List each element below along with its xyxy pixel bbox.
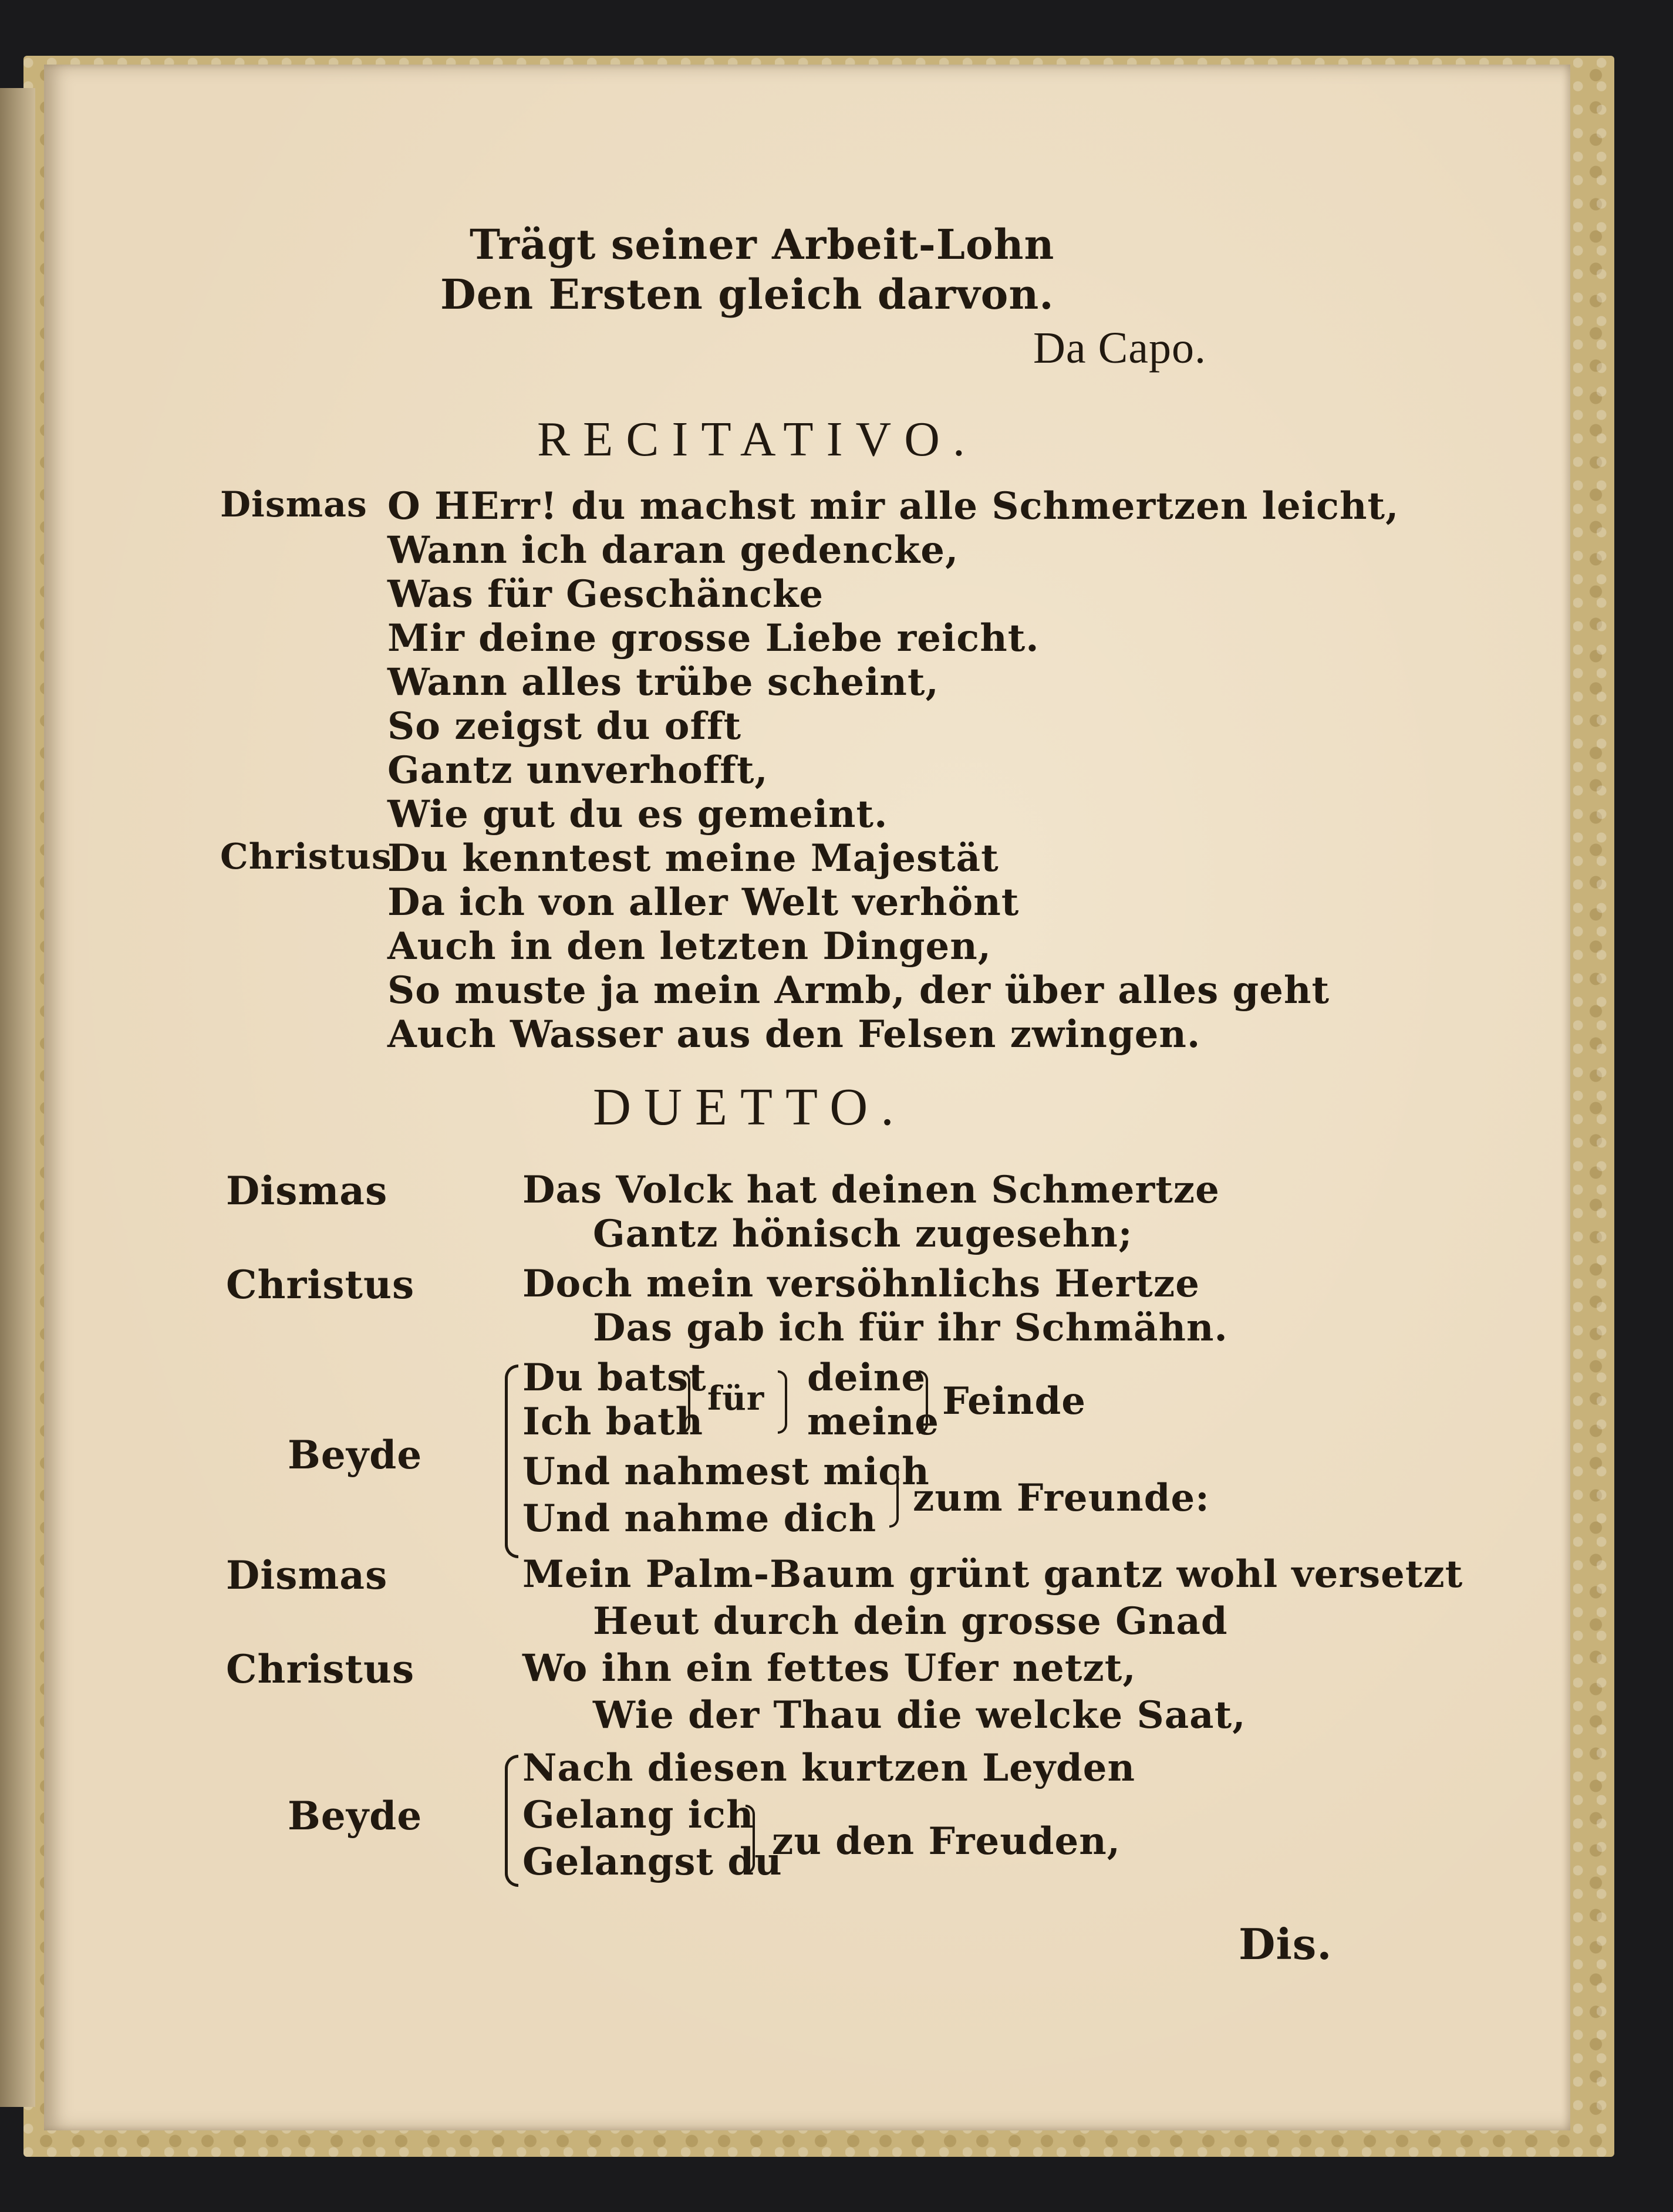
verse-line: Ich bath xyxy=(522,1400,704,1444)
verse-line: Wo ihn ein fettes Ufer netzt, xyxy=(522,1646,1136,1690)
verse-line: Nach diesen kurtzen Leyden xyxy=(522,1746,1136,1790)
verse-word: Feinde xyxy=(942,1379,1086,1423)
verse-word: deine xyxy=(807,1356,926,1400)
bracket xyxy=(746,1805,755,1874)
verse-line: Das gab ich für ihr Schmähn. xyxy=(593,1306,1228,1350)
verse-line: Gantz hönisch zugesehn; xyxy=(593,1212,1133,1256)
verse-line: Wie gut du es gemeint. xyxy=(387,792,888,836)
verse-line: Heut durch dein grosse Gnad xyxy=(593,1599,1228,1643)
verse-line: Was für Geschäncke xyxy=(387,572,824,616)
verse-word: für xyxy=(707,1379,765,1418)
speaker-beyde: Beyde xyxy=(288,1793,423,1839)
verse-line: Da ich von aller Welt verhönt xyxy=(387,880,1020,924)
verse-word: meine xyxy=(807,1400,939,1444)
verse-word: zum Freunde: xyxy=(913,1476,1210,1520)
speaker-beyde: Beyde xyxy=(288,1432,423,1478)
intro-line-1: Trägt seiner Arbeit-Lohn xyxy=(470,220,1055,269)
verse-line: Wann alles trübe scheint, xyxy=(387,660,939,704)
duetto-heading: DUETTO. xyxy=(593,1078,907,1136)
bracket xyxy=(778,1370,787,1434)
verse-line: Gelang ich xyxy=(522,1793,754,1837)
speaker-dismas: Dismas xyxy=(226,1552,388,1598)
verse-line: So zeigst du offt xyxy=(387,704,742,748)
verse-line: O HErr! du machst mir alle Schmertzen leicht, xyxy=(387,484,1399,528)
verse-line: Mir deine grosse Liebe reicht. xyxy=(387,616,1040,660)
left-page-edge xyxy=(0,88,35,2107)
bracket xyxy=(505,1755,518,1887)
da-capo: Da Capo. xyxy=(1033,323,1207,373)
speaker-dismas: Dismas xyxy=(226,1168,388,1214)
speaker-christus: Christus xyxy=(226,1262,415,1308)
verse-line: So muste ja mein Armb, der über alles geht xyxy=(387,968,1330,1012)
verse-line: Du kenntest meine Majestät xyxy=(387,836,999,880)
speaker-dismas: Dismas xyxy=(220,484,367,525)
verse-line: Doch mein versöhnlichs Hertze xyxy=(522,1262,1200,1306)
verse-line: Auch in den letzten Dingen, xyxy=(387,924,992,968)
speaker-christus: Christus xyxy=(226,1646,415,1692)
bracket xyxy=(919,1370,928,1434)
verse-line: Auch Wasser aus den Felsen zwingen. xyxy=(387,1012,1201,1056)
bracket xyxy=(889,1464,899,1528)
verse-line: Mein Palm-Baum grünt gantz wohl versetzt xyxy=(522,1552,1463,1596)
verse-line: Gelangst du xyxy=(522,1840,782,1884)
verse-line: Und nahme dich xyxy=(522,1497,877,1541)
verse-line: Wann ich daran gedencke, xyxy=(387,528,959,572)
catchword: Dis. xyxy=(1239,1919,1333,1969)
bracket xyxy=(681,1370,690,1434)
intro-line-2: Den Ersten gleich darvon. xyxy=(440,270,1054,319)
verse-line: Wie der Thau die welcke Saat, xyxy=(593,1693,1246,1737)
bracket xyxy=(505,1365,518,1558)
verse-word: zu den Freuden, xyxy=(772,1819,1121,1863)
verse-line: Gantz unverhofft, xyxy=(387,748,768,792)
recitativo-heading: RECITATIVO. xyxy=(537,412,978,467)
speaker-christus: Christus xyxy=(220,836,392,877)
verse-line: Du batst xyxy=(522,1356,707,1400)
verse-line: Das Volck hat deinen Schmertze xyxy=(522,1168,1220,1212)
verse-line: Und nahmest mich xyxy=(522,1450,930,1494)
book-page xyxy=(44,65,1570,2130)
